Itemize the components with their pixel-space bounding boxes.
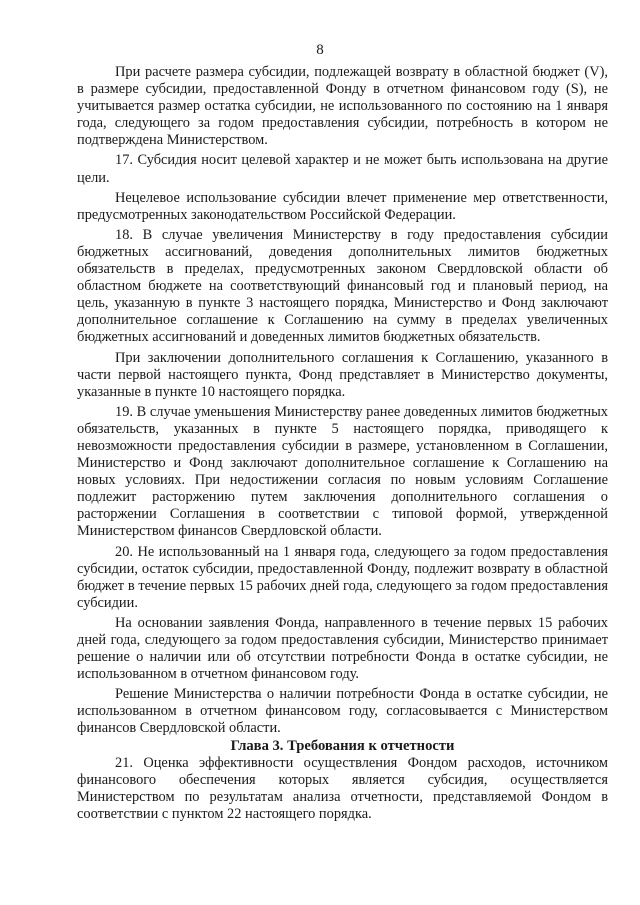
paragraph-20-fund-application: На основании заявления Фонда, направленного в течение первых 15 рабочих дней года, следующего за годом предоставления субсидии, Министерство принимает решение о наличии или об отсутствии потребности Фонда в остатке субсидии, не использованном в отчетном финансовом году.: [77, 614, 608, 683]
paragraph-18-additional-agreement: При заключении дополнительного соглашения к Соглашению, указанного в части первой настоящего пункта, Фонд представляет в Министерство документы, указанные в пункте 10 настоящего порядка.: [77, 349, 608, 400]
paragraph-20: 20. Не использованный на 1 января года, следующего за годом предоставления субсидии, остаток субсидии, предоставленной Фонду, подлежит возврату в областной бюджет в течение первых 15 рабочих дней года, следующего за годом предоставления субсидии.: [77, 543, 608, 611]
paragraph-20-ministry-decision: Решение Министерства о наличии потребности Фонда в остатке субсидии, не использованном в отчетном финансовом году, согласовывается с Министерством финансов Свердловской области.: [77, 686, 608, 737]
page-number: 8: [316, 42, 324, 58]
paragraph-17: 17. Субсидия носит целевой характер и не может быть использована на другие цели.: [77, 152, 608, 186]
paragraph-19: 19. В случае уменьшения Министерству ранее доведенных лимитов бюджетных обязательств, указанных в пункте 5 настоящего порядка, приводящего к невозможности предоставления субсидии в размере, установленном в Соглашении, Министерство и Фонд заключают дополнительное соглашение к Соглашению на новых условиях. При недостижении согласия по новым условиям Соглашение подлежит расторжению путем заключения дополнительного соглашения о расторжении Соглашения в соответствии с типовой формой, утвержденной Министерством финансов Свердловской области.: [77, 403, 608, 540]
paragraph-18: 18. В случае увеличения Министерству в году предоставления субсидии бюджетных ассигнований, доведения дополнительных лимитов бюджетных обязательств в пределах, предусмотренных законом Свердловской области об областном бюджете на соответствующий финансовый год и плановый период, на цель, указанную в пункте 3 настоящего порядка, Министерство и Фонд заключают дополнительное соглашение к Соглашению на сумму в пределах увеличенных бюджетных ассигнований и доведенных лимитов бюджетных обязательств.: [77, 226, 608, 346]
document-body: [77, 64, 608, 823]
paragraph-21: 21. Оценка эффективности осуществления Фондом расходов, источником финансового обеспечения которых является субсидия, осуществляется Министерством по результатам анализа отчетности, представляемой Фондом в соответствии с пунктом 22 настоящего порядка.: [77, 754, 608, 822]
paragraph-refund-calculation: При расчете размера субсидии, подлежащей возврату в областной бюджет (V), в размере субсидии, предоставленной Фонду в отчетном финансовом году (S), не учитывается размер остатка субсидии, не использованного по состоянию на 1 января года, следующего за годом предоставления субсидии, потребность в котором не подтверждена Министерством.: [77, 64, 608, 149]
chapter-heading: Глава 3. Требования к отчетности: [230, 737, 455, 754]
paragraph-misuse-liability: Нецелевое использование субсидии влечет применение мер ответственности, предусмотренных законодательством Российской Федерации.: [77, 189, 608, 223]
